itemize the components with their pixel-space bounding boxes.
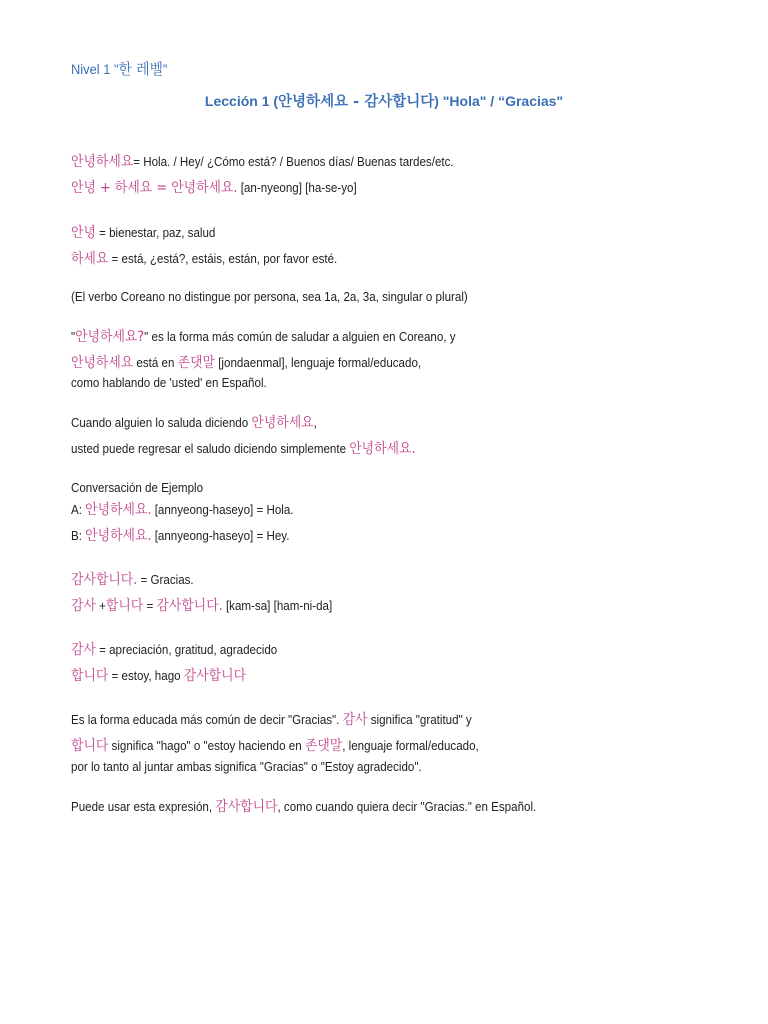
line-text: significa "hago" o "estoy haciendo en	[108, 739, 305, 753]
line-combined-meaning	[71, 758, 675, 776]
line-text: por lo tanto al juntar ambas significa "Gracias" o "Estoy agradecido".	[71, 760, 422, 774]
line-usage	[71, 798, 675, 816]
title-prefix: Lección 1 (	[204, 93, 279, 109]
line-gamsa-meaning	[71, 641, 675, 659]
lesson-title	[0, 91, 768, 112]
plus-sign: +	[95, 180, 115, 196]
line-text: significa "gratitud" y	[367, 713, 472, 727]
korean-term: 안녕	[71, 225, 96, 241]
korean-term: 안녕하세요.	[85, 528, 152, 544]
line-text: ,	[313, 416, 317, 430]
korean-term: 안녕	[71, 180, 96, 196]
line-text: = bienestar, paz, salud	[95, 226, 216, 240]
level-heading	[71, 60, 675, 78]
level-korean: 한 레벨	[118, 60, 163, 78]
line-hamnida-meaning	[71, 667, 675, 685]
line-composition-gamsahamnida	[71, 597, 675, 615]
korean-term: 감사합니다.	[71, 572, 138, 588]
korean-term: 합니다	[71, 668, 109, 684]
korean-term: 존댓말	[304, 738, 343, 754]
line-hamnida-explanation	[71, 737, 675, 755]
line-greeting-return	[71, 440, 675, 458]
korean-term: 감사합니다.	[156, 598, 223, 614]
line-text: usted puede regresar el saludo diciendo simplemente	[71, 442, 350, 456]
line-haseyo-meaning	[71, 250, 675, 268]
line-text: [jondaenmal], lenguaje formal/educado,	[214, 356, 422, 370]
line-usted	[71, 374, 675, 392]
line-annyeong-meaning	[71, 224, 675, 242]
korean-term: 감사	[71, 642, 96, 658]
line-text: [annyeong-haseyo] = Hola.	[151, 503, 294, 517]
korean-term: 존댓말	[177, 355, 215, 371]
line-verb-note	[71, 288, 675, 306]
korean-term: 감사합니다	[215, 799, 278, 815]
korean-term: 안녕하세요	[71, 154, 134, 170]
korean-term: 안녕하세요.	[349, 441, 416, 457]
korean-term: 합니다	[105, 598, 144, 614]
korean-term: 안녕하세요.	[171, 180, 238, 196]
korean-term: 하세요	[114, 180, 153, 196]
line-definition-annyeonghaseyo	[71, 153, 675, 171]
equals-sign: =	[143, 599, 157, 613]
title-korean: 안녕하세요 - 감사합니다	[278, 94, 435, 110]
romanization: [an-nyeong] [ha-se-yo]	[237, 181, 357, 195]
title-suffix: ) "Hola" / “Gracias"	[434, 93, 564, 109]
line-text: [annyeong-haseyo] = Hey.	[151, 529, 290, 543]
line-conversation-a	[71, 501, 675, 519]
romanization: [kam-sa] [ham-ni-da]	[222, 599, 333, 613]
line-text: , lenguaje formal/educado,	[342, 739, 479, 753]
line-text: (El verbo Coreano no distingue por persona, sea 1a, 2a, 3a, singular o plural)	[71, 290, 468, 304]
line-polite-form	[71, 711, 675, 729]
line-text: = apreciación, gratitud, agradecido	[95, 643, 278, 657]
line-text: = Gracias.	[137, 573, 194, 587]
line-conversation-heading	[71, 479, 675, 497]
korean-term: 안녕하세요	[71, 355, 134, 371]
speaker-label: A:	[71, 503, 86, 517]
line-text: como hablando de 'usted' en Español.	[71, 376, 267, 390]
line-text: , como cuando quiera decir "Gracias." en Español.	[277, 800, 537, 814]
korean-term: 안녕하세요.	[85, 502, 152, 518]
line-jondaenmal	[71, 354, 675, 372]
korean-term: 합니다	[71, 738, 109, 754]
line-common-greeting	[71, 328, 675, 346]
plus-sign: +	[95, 599, 106, 613]
line-gamsahamnida-definition	[71, 571, 675, 589]
line-composition-annyeonghaseyo	[71, 179, 675, 197]
level-suffix: "	[162, 61, 168, 77]
korean-term: 감사	[71, 598, 96, 614]
line-text: = estoy, hago	[108, 669, 184, 683]
line-text: está en	[133, 356, 178, 370]
korean-term: 하세요	[71, 251, 109, 267]
line-greeting-received	[71, 414, 675, 432]
line-text: Es la forma educada más común de decir "Gracias".	[71, 713, 343, 727]
line-text: Cuando alguien lo saluda diciendo	[71, 416, 252, 430]
line-text: = Hola. / Hey/ ¿Cómo está? / Buenos días/ Buenas tardes/etc.	[133, 155, 454, 169]
korean-term: 안녕하세요	[251, 415, 314, 431]
equals-sign: =	[152, 180, 172, 196]
quote-mark: "	[71, 330, 76, 344]
line-text: = está, ¿está?, estáis, están, por favor esté.	[108, 252, 338, 266]
speaker-label: B:	[71, 529, 86, 543]
line-text: " es la forma más común de saludar a alguien en Coreano, y	[144, 330, 456, 344]
line-conversation-b	[71, 527, 675, 545]
line-text: Puede usar esta expresión,	[71, 800, 216, 814]
korean-term: 안녕하세요?	[75, 329, 145, 345]
korean-term: 감사합니다	[183, 668, 247, 684]
korean-term: 감사	[342, 712, 368, 728]
level-prefix: Nivel 1 "	[71, 61, 119, 77]
line-text: Conversación de Ejemplo	[71, 481, 204, 495]
